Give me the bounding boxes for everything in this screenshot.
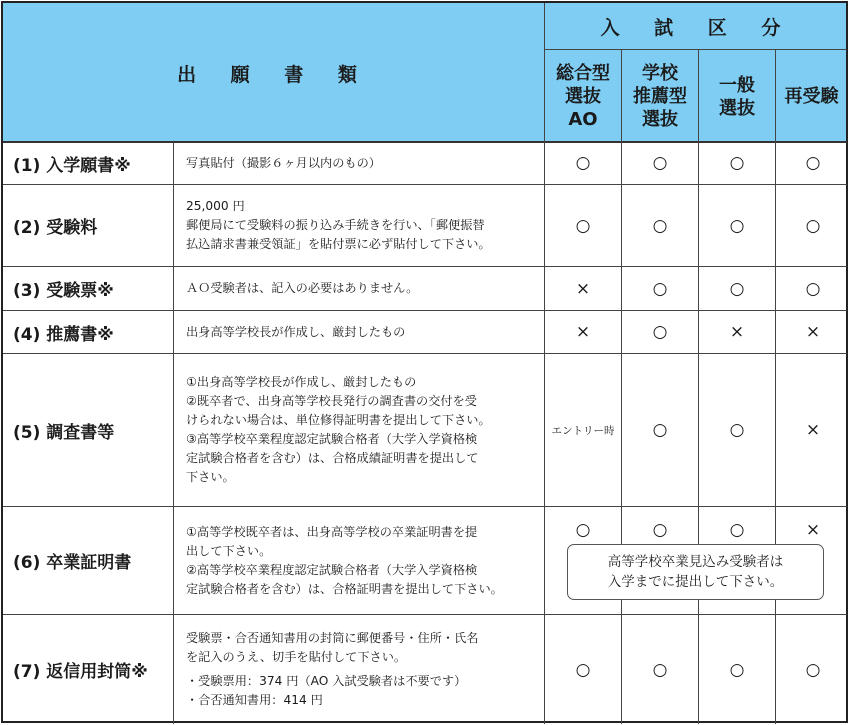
description-line: 払込請求書兼受領証」を貼付票に必ず貼付して下さい。 (186, 237, 491, 251)
mark-cell: ○ (575, 659, 591, 680)
mark-cell: × (805, 520, 821, 540)
mark-cell: ○ (729, 420, 745, 440)
description-line: 出身高等学校長が作成し、厳封したもの (186, 324, 406, 339)
column-header-line: 選抜 (719, 97, 755, 119)
mark-cell: ○ (575, 520, 591, 540)
description-line: 写真貼付（撮影６ヶ月以内のもの） (186, 155, 381, 170)
column-header-ao (545, 50, 621, 143)
column-header-reexam (776, 50, 847, 143)
description-line: ①高等学校既卒者は、出身高等学校の卒業証明書を提 (186, 524, 478, 539)
mark-cell: ○ (652, 322, 668, 342)
row-name: (7) 返信用封筒※ (13, 662, 148, 682)
column-header-general (699, 50, 775, 143)
description-line: 受験票・合否通知書用の封筒に郵便番号・住所・氏名 (186, 631, 479, 645)
column-header-school-recommendation (622, 50, 698, 143)
mark-cell: ○ (652, 153, 668, 173)
documents-header: 出 願 書 類 (177, 63, 371, 86)
description-line: ①出身高等学校長が作成し、厳封したもの (186, 375, 417, 389)
mark-cell: ○ (729, 215, 745, 236)
application-documents-table (1, 1, 848, 723)
mark-cell: ○ (729, 153, 745, 173)
mark-cell: ○ (575, 153, 591, 173)
row-name: (5) 調査書等 (13, 422, 115, 443)
graduation-note-callout (567, 544, 824, 600)
mark-cell: ○ (729, 659, 745, 680)
mark-cell-entry-time: エントリー時 (551, 424, 615, 437)
column-header-line: 学校 (642, 63, 678, 84)
mark-cell: ○ (805, 278, 821, 299)
column-header-line: AO (568, 109, 598, 130)
row-name: (6) 卒業証明書 (13, 553, 132, 573)
mark-cell: ○ (575, 215, 591, 236)
mark-cell: ○ (652, 659, 668, 680)
mark-cell: × (729, 322, 745, 342)
description-line: 定試験合格者を含む）は、合格成績証明書を提出して (186, 451, 479, 465)
description-line: 出して下さい。 (186, 543, 272, 558)
description-line: 郵便局にて受験料の振り込み手続きを行い、「郵便振替 (186, 218, 485, 232)
description-line: 定試験合格者を含む）は、合格証明書を提出して下さい。 (186, 581, 503, 596)
note-line: 高等学校卒業見込み受験者は (607, 554, 784, 570)
column-header-line: 選抜 (642, 109, 678, 130)
mark-cell: ○ (652, 278, 668, 299)
description-line: 下さい。 (186, 470, 235, 484)
row-description (186, 354, 538, 506)
column-header-line: 選抜 (565, 86, 601, 107)
divider (545, 49, 847, 50)
description-line: 25,000 円 (186, 199, 245, 213)
exam-category-header: 入 試 区 分 (600, 17, 795, 39)
mark-cell: ○ (805, 659, 821, 680)
description-line: けられない場合は、単位修得証明書を提出して下さい。 (186, 413, 491, 427)
row-description (186, 142, 538, 184)
row-description (186, 185, 538, 266)
description-line: ③高等学校卒業程度認定試験合格者（大学入学資格検 (186, 432, 478, 446)
mark-cell: ○ (652, 215, 668, 236)
divider (173, 142, 174, 724)
column-header-line: 推薦型 (633, 86, 687, 107)
row-description (186, 615, 538, 724)
mark-cell: ○ (652, 420, 668, 440)
row-description (186, 507, 538, 614)
description-line: ②既卒者で、出身高等学校長発行の調査書の交付を受 (186, 394, 477, 408)
mark-cell: ○ (805, 153, 821, 173)
mark-cell: ○ (652, 520, 668, 540)
description-line: ＡＯ受験者は、記入の必要はありません。 (186, 281, 419, 295)
mark-cell: ○ (729, 520, 745, 540)
mark-cell: ○ (805, 215, 821, 236)
mark-cell: × (805, 322, 821, 342)
mark-cell: × (805, 420, 821, 440)
column-header-line: 一般 (719, 74, 755, 96)
description-line: を記入のうえ、切手を貼付して下さい。 (186, 650, 407, 664)
column-header-line: 総合型 (556, 63, 610, 84)
description-line: ・受験票用：374 円（AO 入試受験者は不要です） (186, 674, 467, 688)
row-name: (3) 受験票※ (13, 281, 114, 301)
row-description (186, 311, 538, 353)
row-name: (1) 入学願書※ (13, 155, 131, 176)
mark-cell: × (575, 322, 591, 342)
row-description (186, 267, 538, 310)
row-name: (4) 推薦書※ (13, 324, 114, 345)
row-name: (2) 受験料 (13, 218, 98, 238)
mark-cell: ○ (729, 278, 745, 299)
description-line: ・合否通知書用：414 円 (186, 693, 323, 707)
mark-cell: × (575, 278, 591, 299)
column-header-line: 再受験 (784, 86, 839, 107)
description-line: ②高等学校卒業程度認定試験合格者（大学入学資格検 (186, 562, 478, 577)
note-line: 入学までに提出して下さい。 (607, 574, 784, 590)
